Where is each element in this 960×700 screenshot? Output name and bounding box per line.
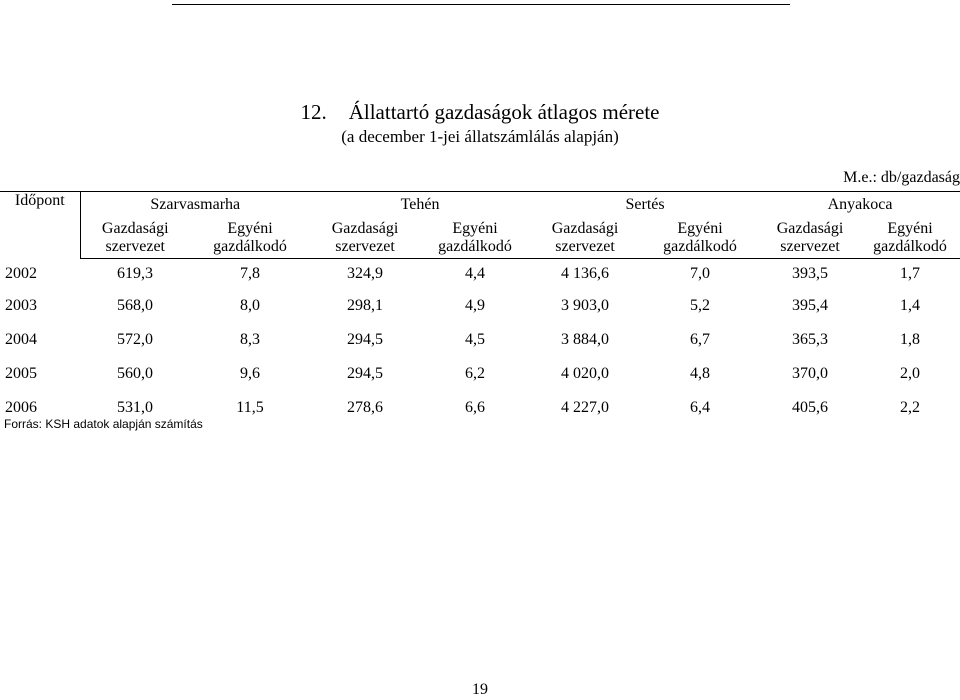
group-header: Anyakoca — [760, 192, 960, 219]
value-cell: 370,0 — [792, 364, 829, 382]
value-cell: 9,6 — [240, 364, 260, 382]
page-number: 19 — [472, 681, 488, 698]
value-cell: 3 903,0 — [561, 296, 610, 314]
title-text: Állattartó gazdaságok átlagos mérete — [348, 100, 660, 124]
unit-label: M.e.: db/gazdaság — [843, 169, 960, 186]
value-cell: 4,8 — [690, 364, 711, 382]
page-subtitle: (a december 1-jei állatszámlálás alapján) — [341, 127, 619, 146]
value-cell: 531,0 — [117, 398, 153, 416]
value-cell: 6,7 — [690, 330, 711, 348]
value-cell: 1,7 — [900, 264, 921, 282]
value-cell: 8,0 — [240, 296, 260, 314]
table-row — [0, 259, 960, 289]
value-cell: 6,4 — [690, 398, 711, 416]
data-table — [0, 191, 960, 425]
value-cell: 4,9 — [465, 296, 486, 314]
year-cell: 2003 — [5, 296, 37, 314]
value-cell: 2,2 — [900, 398, 921, 416]
sub-header: Gazdasági szervezet — [760, 218, 860, 259]
value-cell: 324,9 — [347, 264, 384, 282]
value-cell: 1,4 — [900, 296, 921, 314]
year-cell: 2002 — [5, 264, 37, 282]
sub-header: Egyéni gazdálkodó — [190, 218, 310, 259]
value-cell: 365,3 — [792, 330, 829, 348]
value-cell: 4 136,6 — [561, 264, 610, 282]
value-cell: 278,6 — [347, 398, 384, 416]
table-row — [0, 323, 960, 357]
value-cell: 3 884,0 — [561, 330, 610, 348]
year-cell: 2005 — [5, 364, 37, 382]
table-row — [0, 357, 960, 391]
page-title — [0, 100, 960, 124]
sub-header: Egyéni gazdálkodó — [420, 218, 530, 259]
row-header-idopont: Időpont — [0, 192, 80, 259]
group-header: Szarvasmarha — [80, 192, 310, 219]
sub-header: Gazdasági szervezet — [310, 218, 420, 259]
value-cell: 4 227,0 — [561, 398, 610, 416]
value-cell: 7,8 — [240, 264, 260, 282]
value-cell: 5,2 — [690, 296, 711, 314]
value-cell: 560,0 — [117, 364, 153, 382]
value-cell: 405,6 — [792, 398, 829, 416]
value-cell: 1,8 — [900, 330, 921, 348]
value-cell: 6,2 — [465, 364, 486, 382]
group-header-row — [0, 192, 960, 219]
value-cell: 7,0 — [690, 264, 711, 282]
value-cell: 298,1 — [347, 296, 384, 314]
sub-header: Gazdasági szervezet — [80, 218, 190, 259]
year-cell: 2004 — [5, 330, 37, 348]
value-cell: 4,5 — [465, 330, 486, 348]
sub-header: Gazdasági szervezet — [530, 218, 640, 259]
value-cell: 294,5 — [347, 364, 384, 382]
value-cell: 8,3 — [240, 330, 260, 348]
table-row — [0, 289, 960, 323]
value-cell: 568,0 — [117, 296, 153, 314]
value-cell: 294,5 — [347, 330, 384, 348]
year-cell: 2006 — [5, 398, 37, 416]
value-cell: 572,0 — [117, 330, 153, 348]
value-cell: 395,4 — [792, 296, 829, 314]
sub-header: Egyéni gazdálkodó — [860, 218, 960, 259]
title-number: 12. — [300, 100, 327, 124]
value-cell: 393,5 — [792, 264, 829, 282]
value-cell: 619,3 — [117, 264, 153, 282]
group-header: Tehén — [310, 192, 530, 219]
value-cell: 2,0 — [900, 364, 921, 382]
source-note: Forrás: KSH adatok alapján számítás — [4, 417, 203, 431]
top-rule — [172, 4, 790, 5]
sub-header: Egyéni gazdálkodó — [640, 218, 760, 259]
value-cell: 4 020,0 — [561, 364, 610, 382]
sub-header-row — [0, 218, 960, 259]
value-cell: 6,6 — [465, 398, 486, 416]
group-header: Sertés — [530, 192, 760, 219]
value-cell: 4,4 — [465, 264, 486, 282]
value-cell: 11,5 — [236, 398, 264, 416]
